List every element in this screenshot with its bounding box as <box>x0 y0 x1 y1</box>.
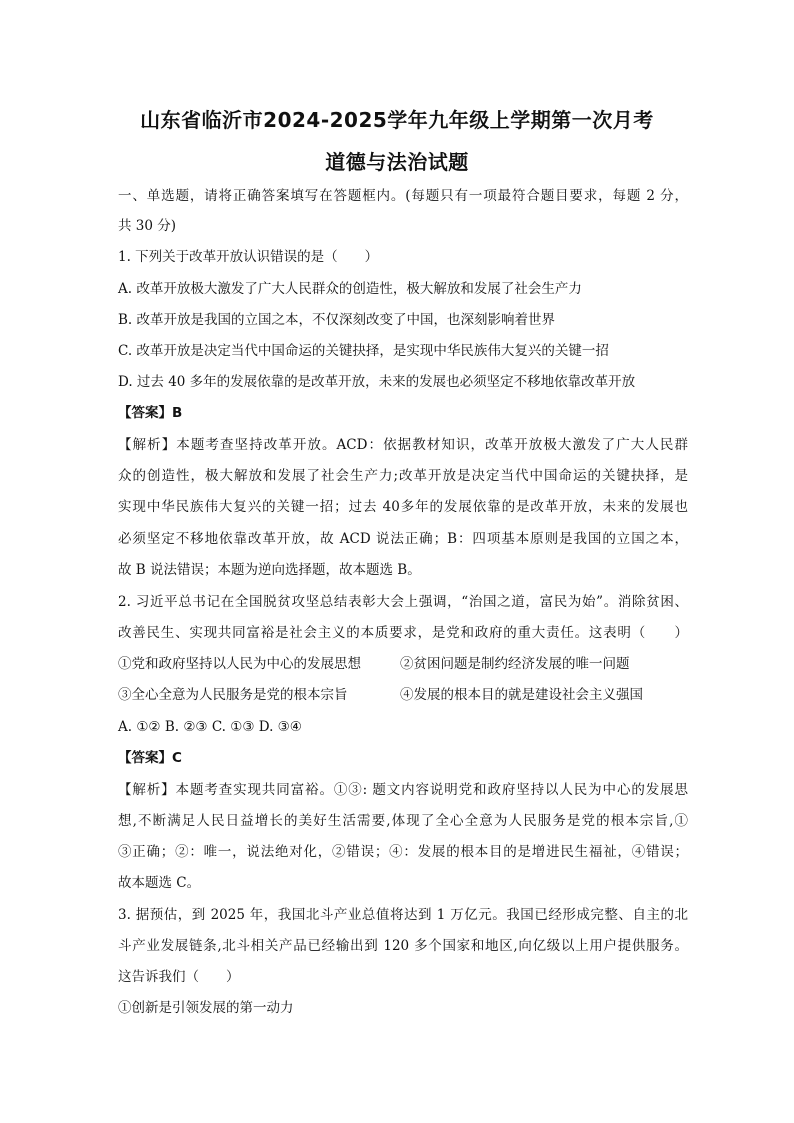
question-3-item-1: ①创新是引领发展的第一动力 <box>118 1000 294 1016</box>
question-1-analysis: 故 B 说法错误；本题为逆向选择题，故本题选 B。 <box>118 562 421 578</box>
section-instruction: 一、单选题，请将正确答案填写在答题框内。(每题只有一项最符合题目要求，每题 2 分， <box>118 188 688 204</box>
exam-title: 山东省临沂市2024-2025学年九年级上学期第一次月考 <box>140 108 654 132</box>
question-1-stem: 1. 下列关于改革开放认识错误的是（ ） <box>118 249 379 265</box>
question-2-stem: 2. 习近平总书记在全国脱贫攻坚总结表彰大会上强调，“治国之道，富民为始”。消除贫困、 <box>118 594 688 610</box>
question-1-option-d: D. 过去 40 多年的发展依靠的是改革开放，未来的发展也必须坚定不移地依靠改革开放 <box>118 374 636 390</box>
question-1-option-a: A. 改革开放极大激发了广大人民群众的创造性，极大解放和发展了社会生产力 <box>118 281 582 297</box>
question-1-option-b: B. 改革开放是我国的立国之本，不仅深刻改变了中国，也深刻影响着世界 <box>118 312 556 328</box>
question-3-stem: 3. 据预估，到 2025 年，我国北斗产业总值将达到 1 万亿元。我国已经形成完整、自主的北 <box>118 907 688 923</box>
question-2-analysis: ③正确；②：唯一，说法绝对化，②错误；④：发展的根本目的是增进民生福祉，④错误； <box>118 844 688 860</box>
question-1-option-c: C. 改革开放是决定当代中国命运的关键抉择，是实现中华民族伟大复兴的关键一招 <box>118 343 609 359</box>
question-1-analysis: 众的创造性，极大解放和发展了社会生产力;改革开放是决定当代中国命运的关键抉择，是 <box>118 468 688 484</box>
section-instruction-cont: 共 30 分) <box>118 218 177 234</box>
question-2-item-1: ①党和政府坚持以人民为中心的发展思想 <box>118 656 361 672</box>
question-2-analysis: 想,不断满足人民日益增长的美好生活需要,体现了全心全意为人民服务是党的根本宗旨,① <box>118 813 688 829</box>
exam-subtitle: 道德与法治试题 <box>325 150 469 174</box>
question-1-analysis: 实现中华民族伟大复兴的关键一招；过去 40多年的发展依靠的是改革开放，未来的发展也 <box>118 499 688 515</box>
question-2-stem: 改善民生、实现共同富裕是社会主义的本质要求，是党和政府的重大责任。这表明（ ） <box>118 625 688 641</box>
question-1-analysis: 【解析】本题考查坚持改革开放。ACD：依据教材知识，改革开放极大激发了广大人民群 <box>118 437 688 453</box>
question-2-item-2: ②贫困问题是制约经济发展的唯一问题 <box>400 656 630 672</box>
question-2-answer: 【答案】C <box>118 750 182 766</box>
question-2-analysis: 故本题选 C。 <box>118 875 201 891</box>
question-2-item-3: ③全心全意为人民服务是党的根本宗旨 <box>118 687 348 703</box>
question-3-stem: 这告诉我们（ ） <box>118 969 240 985</box>
question-3-stem: 斗产业发展链条,北斗相关产品已经输出到 120 多个国家和地区,向亿级以上用户提供服务。 <box>118 938 688 954</box>
question-2-analysis: 【解析】本题考查实现共同富裕。①③: 题文内容说明党和政府坚持以人民为中心的发展思 <box>118 782 688 798</box>
question-1-analysis: 必须坚定不移地依靠改革开放，故 ACD 说法正确；B：四项基本原则是我国的立国之本， <box>118 531 688 547</box>
question-2-options: A. ①② B. ②③ C. ①③ D. ③④ <box>118 719 302 735</box>
question-2-item-4: ④发展的根本目的就是建设社会主义强国 <box>400 687 643 703</box>
question-1-answer: 【答案】B <box>118 405 183 421</box>
